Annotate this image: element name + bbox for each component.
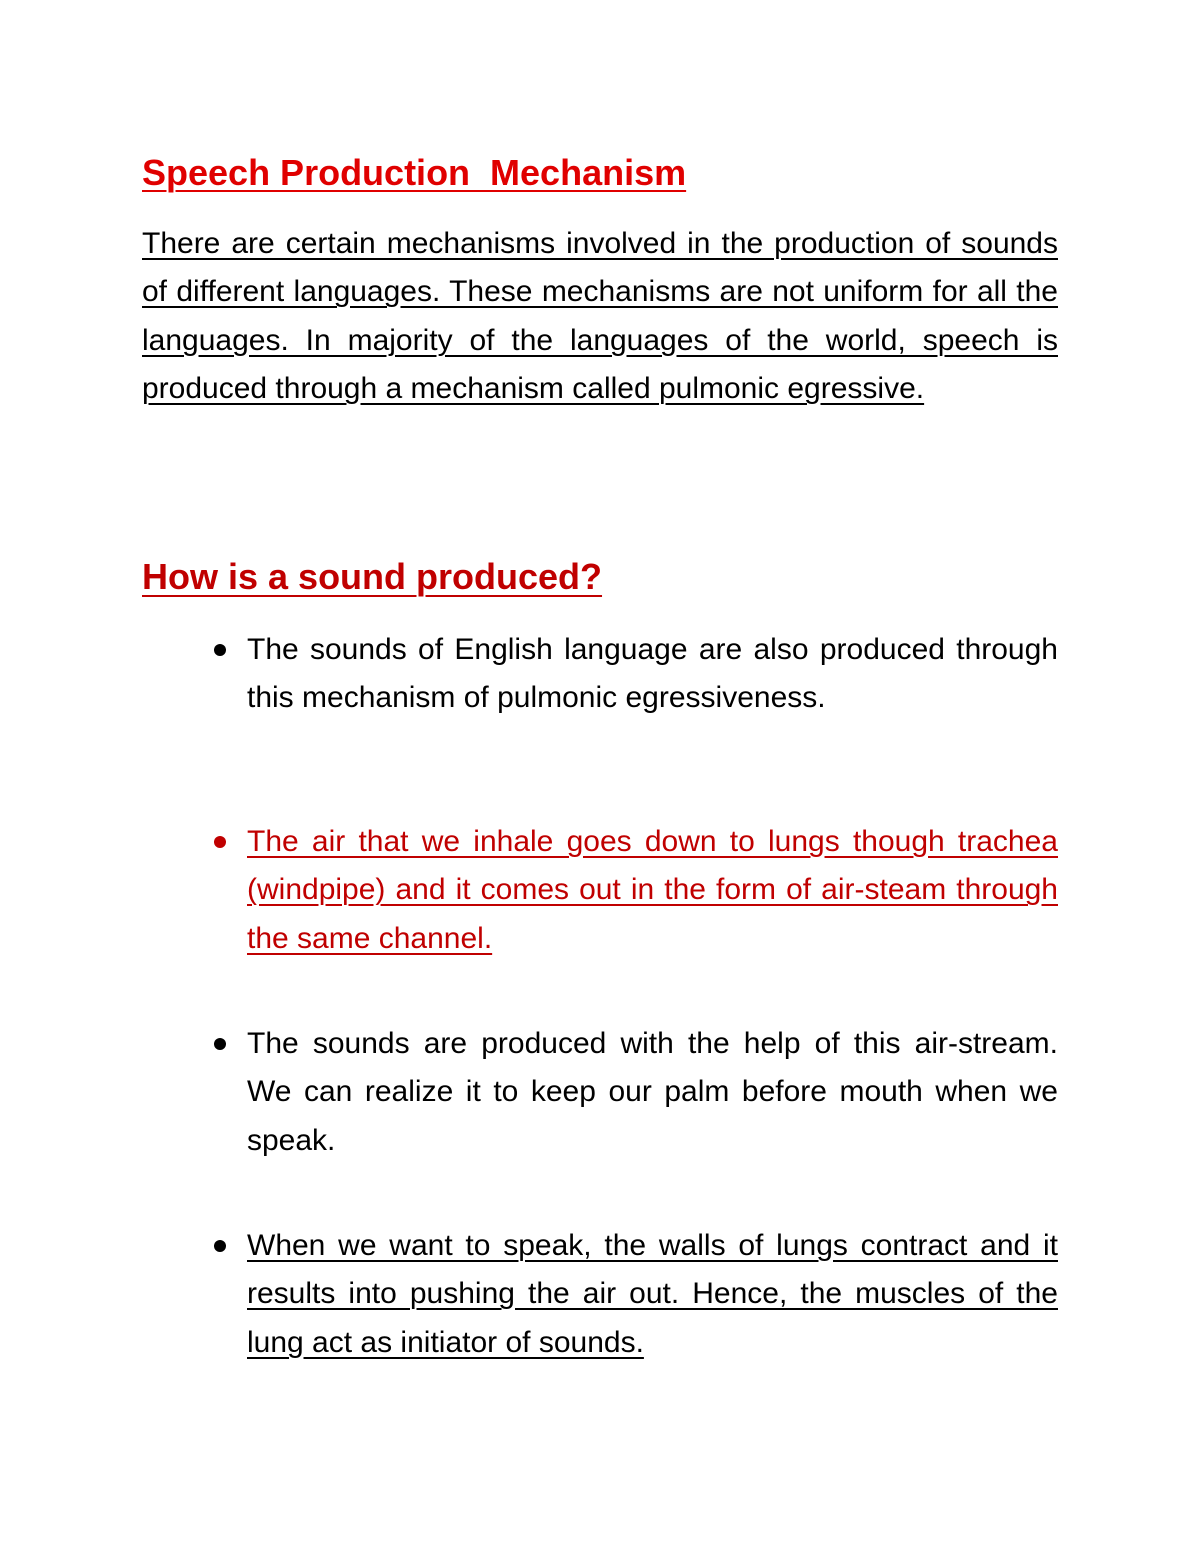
intro-paragraph: There are certain mechanisms involved in the production of sounds of different languages. These mechanisms are not uniform for all the languages. In majority of the languages of the world, speech is produced through a mechanism called pulmonic egressive. [142,227,1058,406]
document-title: Speech Production Mechanism [142,152,687,193]
bullet-text: The sounds of English language are also produced through this mechanism of pulmonic egressiveness. [247,633,1058,715]
bullet-icon [214,644,226,656]
bullet-text: The sounds are produced with the help of this air-stream. We can realize it to keep our palm before mouth when we speak. [247,1027,1058,1157]
bullet-icon [214,1038,226,1050]
section-heading: How is a sound produced? [142,556,603,597]
bullet-icon [214,1240,226,1252]
bullet-text: The air that we inhale goes down to lungs though trachea (windpipe) and it comes out in the form of air-steam through the same channel. [247,825,1058,955]
bullet-text: When we want to speak, the walls of lungs contract and it results into pushing the air out. Hence, the muscles of the lung act as initiator of sounds. [247,1229,1058,1359]
bullet-icon [214,836,226,848]
